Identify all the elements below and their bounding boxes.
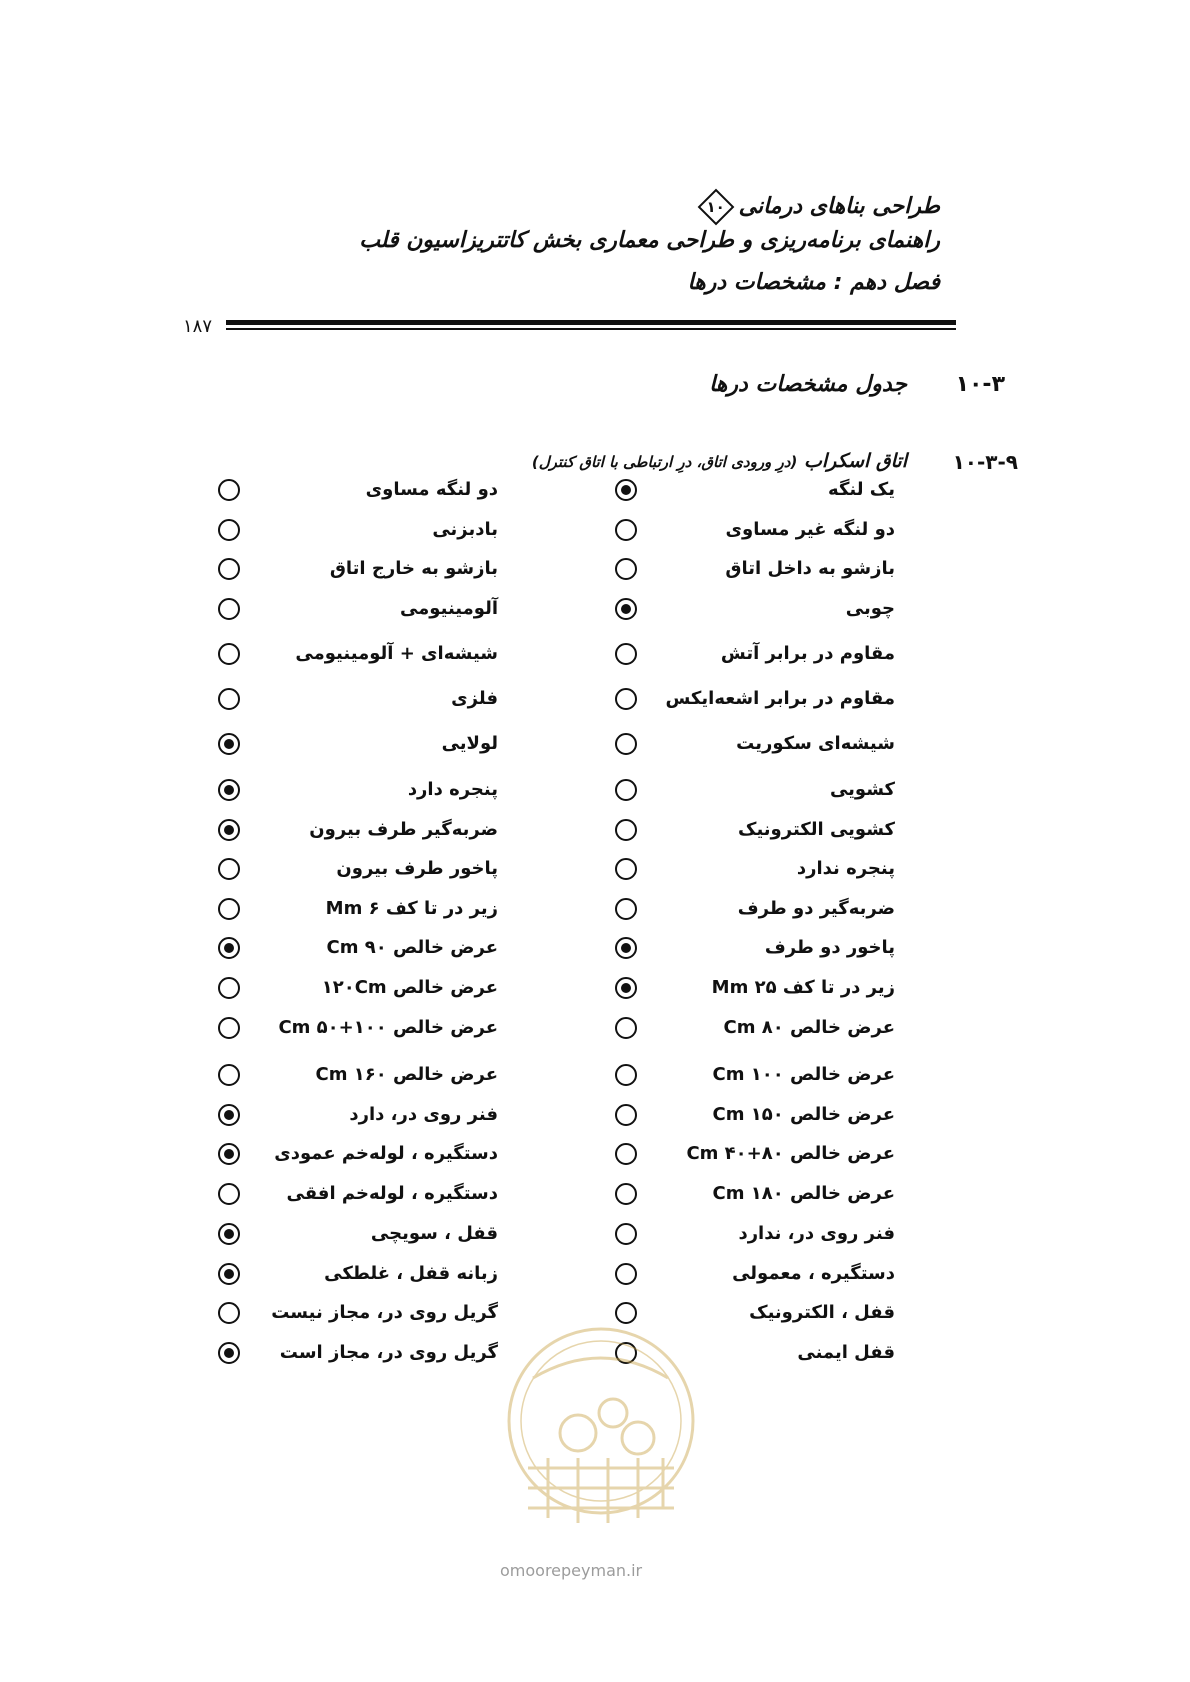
radio-empty-icon[interactable]	[218, 558, 240, 580]
option-row	[0, 849, 1190, 889]
option-row	[0, 1134, 1190, 1174]
option-label: قفل ایمنی	[797, 1342, 895, 1363]
radio-empty-icon[interactable]	[615, 643, 637, 665]
option-label: بادبزنی	[432, 519, 498, 540]
radio-empty-icon[interactable]	[615, 858, 637, 880]
option-label: بازشو به داخل اتاق	[725, 558, 895, 579]
option-row	[0, 510, 1190, 550]
radio-empty-icon[interactable]	[218, 688, 240, 710]
option-label: عرض خالص Cm ۱۵۰	[712, 1104, 895, 1125]
radio-selected-icon[interactable]	[615, 479, 637, 501]
option-row	[0, 1333, 1190, 1373]
header-rule-thin	[226, 328, 956, 330]
radio-selected-icon[interactable]	[218, 1104, 240, 1126]
option-label: کشویی	[829, 779, 895, 800]
option-row	[0, 770, 1190, 810]
radio-selected-icon[interactable]	[615, 598, 637, 620]
option-label: لولایی	[441, 733, 498, 754]
option-row	[0, 1008, 1190, 1048]
option-row	[0, 634, 1190, 674]
header-rule	[226, 320, 956, 332]
option-label: دستگیره ، لوله‌خم افقی	[286, 1183, 498, 1204]
option-label: کشویی الکترونیک	[738, 819, 895, 840]
radio-empty-icon[interactable]	[615, 1302, 637, 1324]
option-row	[0, 549, 1190, 589]
option-label: ضربه‌گیر طرف بیرون	[309, 819, 498, 840]
radio-selected-icon[interactable]	[615, 977, 637, 999]
option-row	[0, 1055, 1190, 1095]
radio-empty-icon[interactable]	[218, 479, 240, 501]
option-row	[0, 968, 1190, 1008]
radio-empty-icon[interactable]	[615, 819, 637, 841]
radio-selected-icon[interactable]	[218, 1263, 240, 1285]
radio-empty-icon[interactable]	[615, 558, 637, 580]
option-label: فنر روی در، ندارد	[738, 1223, 895, 1244]
chapter-title: فصل دهم : مشخصات درها	[687, 270, 940, 295]
radio-empty-icon[interactable]	[218, 519, 240, 541]
radio-empty-icon[interactable]	[615, 1064, 637, 1086]
radio-empty-icon[interactable]	[218, 598, 240, 620]
radio-selected-icon[interactable]	[218, 779, 240, 801]
page-number: ۱۸۷	[183, 316, 213, 337]
book-subtitle: راهنمای برنامه‌ریزی و طراحی معماری بخش کاتتریزاسیون قلب	[359, 228, 940, 253]
subsection-number: ۱۰-۳-۹	[952, 450, 1018, 474]
option-label: گریل روی در، مجاز نیست	[271, 1302, 498, 1323]
option-row	[0, 1293, 1190, 1333]
option-label: پاخور دو طرف	[764, 937, 895, 958]
section-title: جدول مشخصات درها	[709, 372, 907, 397]
watermark-url: omoorepeyman.ir	[500, 1561, 643, 1580]
option-row	[0, 1214, 1190, 1254]
radio-empty-icon[interactable]	[615, 1342, 637, 1364]
radio-empty-icon[interactable]	[615, 779, 637, 801]
option-label: زبانه قفل ، غلطکی	[324, 1263, 498, 1284]
option-label: شیشه‌ای + آلومینیومی	[295, 643, 498, 664]
option-row	[0, 1174, 1190, 1214]
subsection-title-text: اتاق اسکراب	[803, 450, 907, 472]
option-row	[0, 889, 1190, 929]
option-label: قفل ، الکترونیک	[749, 1302, 895, 1323]
radio-empty-icon[interactable]	[615, 519, 637, 541]
radio-selected-icon[interactable]	[218, 937, 240, 959]
option-label: دو لنگه غیر مساوی	[725, 519, 895, 540]
radio-selected-icon[interactable]	[218, 1223, 240, 1245]
option-row	[0, 470, 1190, 510]
book-title-text: طراحی بناهای درمانی	[738, 194, 940, 219]
radio-empty-icon[interactable]	[615, 688, 637, 710]
option-label: پاخور طرف بیرون	[336, 858, 498, 879]
radio-empty-icon[interactable]	[615, 1104, 637, 1126]
option-label: عرض خالص Cm ۱۸۰	[712, 1183, 895, 1204]
option-label: قفل ، سویچی	[370, 1223, 498, 1244]
radio-empty-icon[interactable]	[615, 1183, 637, 1205]
section-number: ۱۰-۳	[955, 372, 1005, 397]
radio-empty-icon[interactable]	[615, 1017, 637, 1039]
volume-number: ۱۰	[706, 198, 725, 216]
radio-empty-icon[interactable]	[218, 1017, 240, 1039]
radio-empty-icon[interactable]	[218, 1064, 240, 1086]
option-label: عرض خالص Cm ۹۰	[326, 937, 498, 958]
radio-selected-icon[interactable]	[218, 733, 240, 755]
option-row	[0, 1254, 1190, 1294]
option-label: عرض خالص Cm ۱۶۰	[315, 1064, 498, 1085]
option-label: مقاوم در برابر آتش	[720, 643, 895, 664]
option-label: دو لنگه مساوی	[365, 479, 498, 500]
subsection-note: (درِ ورودی اتاق، درِ ارتباطی با اتاق کنترل)	[531, 453, 798, 471]
option-row	[0, 1095, 1190, 1135]
radio-selected-icon[interactable]	[218, 1342, 240, 1364]
radio-empty-icon[interactable]	[615, 1263, 637, 1285]
option-label: بازشو به خارج اتاق	[329, 558, 498, 579]
option-label: عرض خالص ۱۲۰Cm	[321, 977, 498, 998]
option-label: ضربه‌گیر دو طرف	[737, 898, 895, 919]
radio-empty-icon[interactable]	[218, 1302, 240, 1324]
option-label: عرض خالص Cm ۱۰۰	[712, 1064, 895, 1085]
book-title	[693, 186, 940, 228]
radio-empty-icon[interactable]	[615, 1143, 637, 1165]
radio-empty-icon[interactable]	[218, 977, 240, 999]
radio-empty-icon[interactable]	[615, 1223, 637, 1245]
volume-number-badge	[695, 186, 737, 228]
radio-selected-icon[interactable]	[218, 819, 240, 841]
option-row	[0, 724, 1190, 764]
radio-selected-icon[interactable]	[615, 937, 637, 959]
option-label: زیر در تا کف Mm ۲۵	[711, 977, 895, 998]
option-label: دستگیره ، لوله‌خم عمودی	[274, 1143, 498, 1164]
option-label: چوبی	[845, 598, 895, 619]
radio-empty-icon[interactable]	[218, 898, 240, 920]
radio-empty-icon[interactable]	[615, 733, 637, 755]
radio-empty-icon[interactable]	[218, 643, 240, 665]
option-label: شیشه‌ای سکوریت	[736, 733, 895, 754]
option-label: گریل روی در، مجاز است	[279, 1342, 498, 1363]
option-label: یک لنگه	[828, 479, 895, 500]
option-label: عرض خالص Cm ۵۰+۱۰۰	[278, 1017, 498, 1038]
option-label: فنر روی در، دارد	[349, 1104, 498, 1125]
option-row	[0, 928, 1190, 968]
radio-empty-icon[interactable]	[218, 858, 240, 880]
option-label: زیر در تا کف Mm ۶	[325, 898, 498, 919]
option-row	[0, 679, 1190, 719]
option-row	[0, 589, 1190, 629]
radio-empty-icon[interactable]	[615, 898, 637, 920]
option-label: پنجره ندارد	[796, 858, 895, 879]
option-label: آلومینیومی	[399, 598, 498, 619]
option-label: دستگیره ، معمولی	[732, 1263, 895, 1284]
option-label: پنجره دارد	[407, 779, 498, 800]
option-label: عرض خالص Cm ۴۰+۸۰	[686, 1143, 895, 1164]
radio-empty-icon[interactable]	[218, 1183, 240, 1205]
radio-selected-icon[interactable]	[218, 1143, 240, 1165]
option-label: عرض خالص Cm ۸۰	[723, 1017, 895, 1038]
header-rule-thick	[226, 320, 956, 325]
subsection-title	[532, 450, 907, 472]
option-label: مقاوم در برابر اشعه‌ایکس	[665, 688, 895, 709]
option-label: فلزی	[451, 688, 498, 709]
option-row	[0, 810, 1190, 850]
